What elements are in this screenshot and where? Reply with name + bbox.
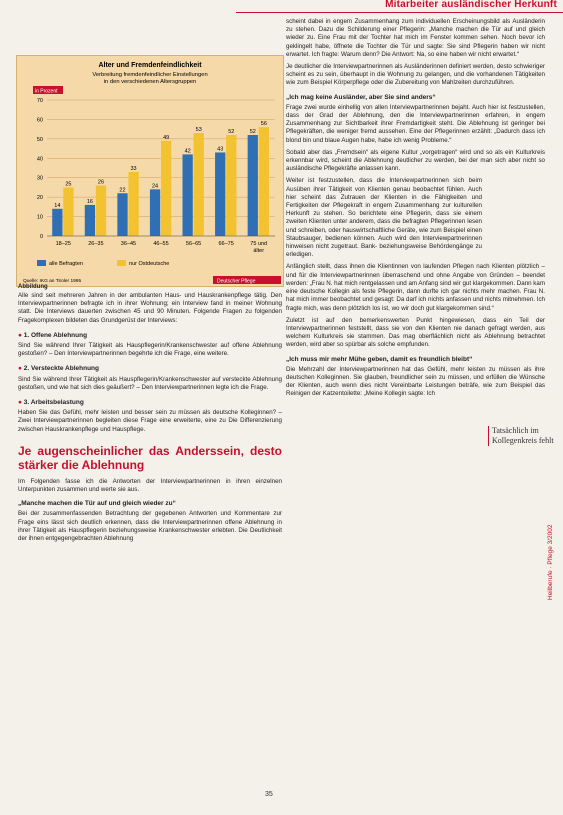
bar-value-label: 26 <box>97 179 105 186</box>
intro-paragraph: Alle sind seit mehreren Jahren in der ambulanten Haus- und Hauskrankenpflege tätig. Den Interviewpartnerinnen befragte ich in ihrer Wohnung; ein Interview fand in meiner Wohnung statt. Die Interviews dauerten zwischen 45 und 90 Minuten. Folgende Fragen zu folgenden Fragekomplexen bildeten das Grundgerüst der Interviews: <box>18 292 282 324</box>
bullet-dot-icon: ● <box>18 365 24 373</box>
bar <box>248 135 258 236</box>
x-tick-label: 36–45 <box>120 241 137 247</box>
question-1-text: Sind Sie während Ihrer Tätigkeit als Hauspflegerin/Krankenschwester auf offene Ablehnung gestoßen? – Den Interviewpartnerinnen begehrte ich die Frage, eine weitere. <box>18 342 282 358</box>
unit-label: in Prozent <box>35 88 58 95</box>
x-tick-label: 26–35 <box>88 241 104 247</box>
bar-value-label: 56 <box>260 121 267 128</box>
bar <box>117 193 127 236</box>
legend-swatch-a <box>37 260 46 266</box>
right-paragraph-5: Weiter ist festzustellen, dass die Interviewpartnerinnen sich beim Ausüben ihrer Tätigkeit von Klienten genau beobachtet fühlen. Auch hier scheint das Zutrauen der Klienten in die Fähigkeiten und Fertigkeiten der Pflegekraft in engem Zusammenhang zur kulturellen Herkunft zu stehen. So berichtete eine Pflegerin, dass sie einem zweiten Klienten unter anderem, dass die befragten Pflegerinnen lesen und schreiben, oder hauswirtschaftliche Geräte, wie zum Beispiel einen Staubsauger, bedienen können. Auch wird den Interviewpartnerinnen hinweisen nicht zugetraut. Bank- beziehungsweise Behördengänge zu erledigen. <box>286 177 482 259</box>
y-tick-label: 70 <box>36 98 43 104</box>
right-paragraph-6: Anfänglich stellt, dass ihnen die Klientinnen von laufenden Pflegen nach Klienten plötzlich – und für die Interviewpartnerinnen überraschend und ohne Angabe von Gründen – beendet werden: „Frau N. hat mich rentgelassen und am Anfang sind wir gut klargekommen. Dann kam eine deutsche Kollegin als feste Pflegerin, dann durfte ich gar nichts mehr machen. Frau N. hat mich immer beobachtet und gesagt: Da darf ich nichts anfassen und nichts mitnehmen. Ich fragte mich, was denn plötzlich los ist, wo wir doch gut klargekommen sind.“ <box>286 263 545 312</box>
right-column <box>286 18 545 403</box>
bar-value-label: 52 <box>228 128 235 135</box>
x-tick-label: 18–25 <box>55 241 71 247</box>
bar <box>52 209 62 236</box>
bar <box>194 133 204 236</box>
chart-title: Alter und Fremdenfeindlichkeit <box>98 62 202 69</box>
question-2-heading <box>18 365 282 373</box>
y-tick-label: 60 <box>36 117 43 124</box>
legend-label-b: nur Ostdeutsche <box>129 261 170 267</box>
bar <box>96 185 106 236</box>
question-3-heading <box>18 399 282 407</box>
y-tick-label: 0 <box>39 234 43 240</box>
bar-value-label: 42 <box>184 148 191 155</box>
pull-quote: Tatsächlich im Kollegenkreis fehlt <box>488 426 554 446</box>
bar <box>215 152 225 236</box>
subheading-foreigners: „Ich mag keine Ausländer, aber Sie sind anders“ <box>286 93 436 101</box>
bar-value-label: 14 <box>54 202 61 209</box>
bar-value-label: 52 <box>249 128 256 135</box>
question-3-title: 3. Arbeitsbelastung <box>23 399 84 407</box>
right-paragraph-8: Die Mehrzahl der Interviewpartnerinnen hat das Gefühl, mehr leisten zu müssen als ihre deutschen Kolleginnen. Sie glauben, freundlicher sein zu müssen, und erfüllen die Wünsche der Klienten, auch wenn dies nicht Vereinbarte Leistungen beträfe, wie zum Beispiel das Reinigen der Katzentoilette: „Meine Kollegin sagte: Ich <box>286 365 545 398</box>
figure-caption: Abbildung <box>18 284 48 290</box>
right-paragraph-7: Zuletzt ist auf den bemerkenswerten Punkt hingewiesen, dass ein Teil der Interviewpartnerinnen feststellt, dass sie von den Klienten nie danach gefragt werden, aus welchem Kulturkreis sie stammen. Das mag oberflächlich nicht als Ablehnung betrachtet werden, wird aber so spürbar als solche empfunden. <box>286 316 545 349</box>
bar-value-label: 22 <box>119 187 126 194</box>
question-2-text: Sind Sie während Ihrer Tätigkeit als Hauspflegerin/Krankenschwester auf versteckte Ablehnung gestoßen, und wie hat sich dies geäußert? – Den Interviewpartnerinnen legte ich die Frage. <box>18 375 282 391</box>
section-headline: Je augenscheinlicher das Anderssein, desto stärker die Ablehnung <box>18 443 282 472</box>
x-tick-label: älter <box>253 248 265 254</box>
y-tick-label: 30 <box>36 175 43 182</box>
legend-swatch-b <box>117 260 126 266</box>
page-number: 35 <box>265 791 273 798</box>
question-1-title: 1. Offene Ablehnung <box>23 331 88 339</box>
bar <box>150 189 160 236</box>
bar <box>259 127 269 236</box>
question-1-heading <box>18 332 282 340</box>
bar-value-label: 25 <box>65 181 72 188</box>
question-2-title: 2. Versteckte Ablehnung <box>23 365 99 373</box>
door-paragraph: Bei der zusammenfassenden Betrachtung der gegebenen Antworten und Kommentare zur Frage eins lässt sich deutlich erkennen, dass die Interviewpartnerinnen offene Ablehnung in ihrer Tätigkeit als Hauspflegerin beziehungsweise Krankenschwester erlebten. Die Deutlichkeit der ihnen entgegengebrachten Ablehnung <box>18 510 282 543</box>
bar-value-label: 33 <box>130 165 137 172</box>
bar <box>182 154 192 236</box>
bullet-dot-icon: ● <box>18 331 24 339</box>
right-paragraph-1: scheint dabei in engem Zusammenhang zum individuellen Erscheinungsbild als Ausländerin zu stehen. Dazu die Schilderung einer Pflegerin: „Manche machen die Tür auf und gleich wieder zu. Eine Frau mit der Tochter hat mich im Fenster kommen sehen. Noch bevor ich geklingelt habe, öffnete die Tochter die Tür und sagte: Sie sind Pflegerin haben wir nicht erwartet. Ich fragte: Warum denn? Die Antwort: Na, so eine haben wir nicht erwartet.“ <box>286 18 545 58</box>
chart-panel <box>16 55 284 287</box>
headline-paragraph: Im Folgenden fasse ich die Antworten der Interviewpartnerinnen in ihren einzelnen Unterpunkten zusammen und werte sie aus. <box>18 477 282 494</box>
age-xenophobia-chart <box>17 56 283 286</box>
bar <box>128 172 138 236</box>
bar-value-label: 49 <box>163 134 170 141</box>
y-tick-label: 20 <box>36 195 43 202</box>
bar <box>63 187 73 236</box>
right-paragraph-4: Sobald aber das „Fremdsein“ als eigene Kultur „vorgetragen“ wird und so als ein Kulturkreis erkennbar wird, scheint die Ablehnung deutlicher zu werden, bei der man sich aber nicht so ausländische Pflegekräfte anlassen kann. <box>286 148 545 173</box>
chart-source: Quelle: IKG an Tiroler 1995 <box>23 279 82 284</box>
legend-label-a: alle Befragten <box>49 261 83 267</box>
y-tick-label: 40 <box>36 156 43 163</box>
right-paragraph-3: Frage zwei wurde einhellig von allen Interviewpartnerinnen bejaht. Auch hier ist festzustellen, dass der Grad der Ablehnung, den die Interviewpartnerinnen erfahren, in engem Zusammenhang zur Sichtbarkeit ihrer Fremdartigkeit steht. Die Ablehnung ist geringer bei Pflegekräften, die weniger fremd aussehen. Eine der Pflegerinnen erzählt: „Dadurch dass ich blond bin und blaue Augen habe, habe ich wenig Probleme.“ <box>286 103 545 144</box>
subheading-effort: „Ich muss mir mehr Mühe geben, damit es freundlich bleibt“ <box>286 355 473 363</box>
plot-area <box>37 98 275 254</box>
publisher-badge-text: Deutscher Pflege <box>217 278 256 285</box>
bar-value-label: 24 <box>152 183 159 190</box>
bar-value-label: 53 <box>195 127 202 134</box>
bar-value-label: 16 <box>86 198 93 205</box>
chart-subtitle-1: Verbreitung fremdenfeindlicher Einstellungen <box>92 72 208 78</box>
side-credit: Heilberufe · Pflege 3/2002 <box>547 524 554 600</box>
bullet-dot-icon: ● <box>18 399 24 407</box>
bar <box>161 141 171 236</box>
left-column <box>18 292 282 547</box>
x-tick-label: 56–65 <box>185 241 202 247</box>
x-tick-label: 75 und <box>250 241 268 247</box>
bar <box>85 205 95 236</box>
y-tick-label: 10 <box>36 214 43 221</box>
header-rule <box>236 0 563 13</box>
y-tick-label: 50 <box>36 136 43 143</box>
chart-subtitle-2: in den verschiedenen Altersgruppen <box>103 79 197 85</box>
bar <box>226 135 236 236</box>
subheading-door: „Manche machen die Tür auf und gleich wieder zu“ <box>18 500 176 508</box>
right-paragraph-2: Je deutlicher die Interviewpartnerinnen als Ausländerinnen definiert werden, desto schwieriger scheint es zu sein, überhaupt in die Wohnung zu gelangen, und die vorhandenen Tätigkeiten wie zum Beispiel Körperpflege oder die Zubereitung von Mahlzeiten durchzuführen. <box>286 63 545 87</box>
x-tick-label: 46–55 <box>153 241 169 247</box>
bar-value-label: 43 <box>217 146 224 153</box>
section-title: Mitarbeiter ausländischer Herkunft <box>385 0 557 10</box>
x-tick-label: 66–75 <box>218 241 234 247</box>
question-3-text: Haben Sie das Gefühl, mehr leisten und besser sein zu müssen als deutsche Kolleginnen? – Zwei Interviewpartnerinnen begleiten diese Frage eine erweiterte, eine zu Die Differenzierung zwischen Hauskrankenpflege und Hauspflege. <box>18 409 282 433</box>
